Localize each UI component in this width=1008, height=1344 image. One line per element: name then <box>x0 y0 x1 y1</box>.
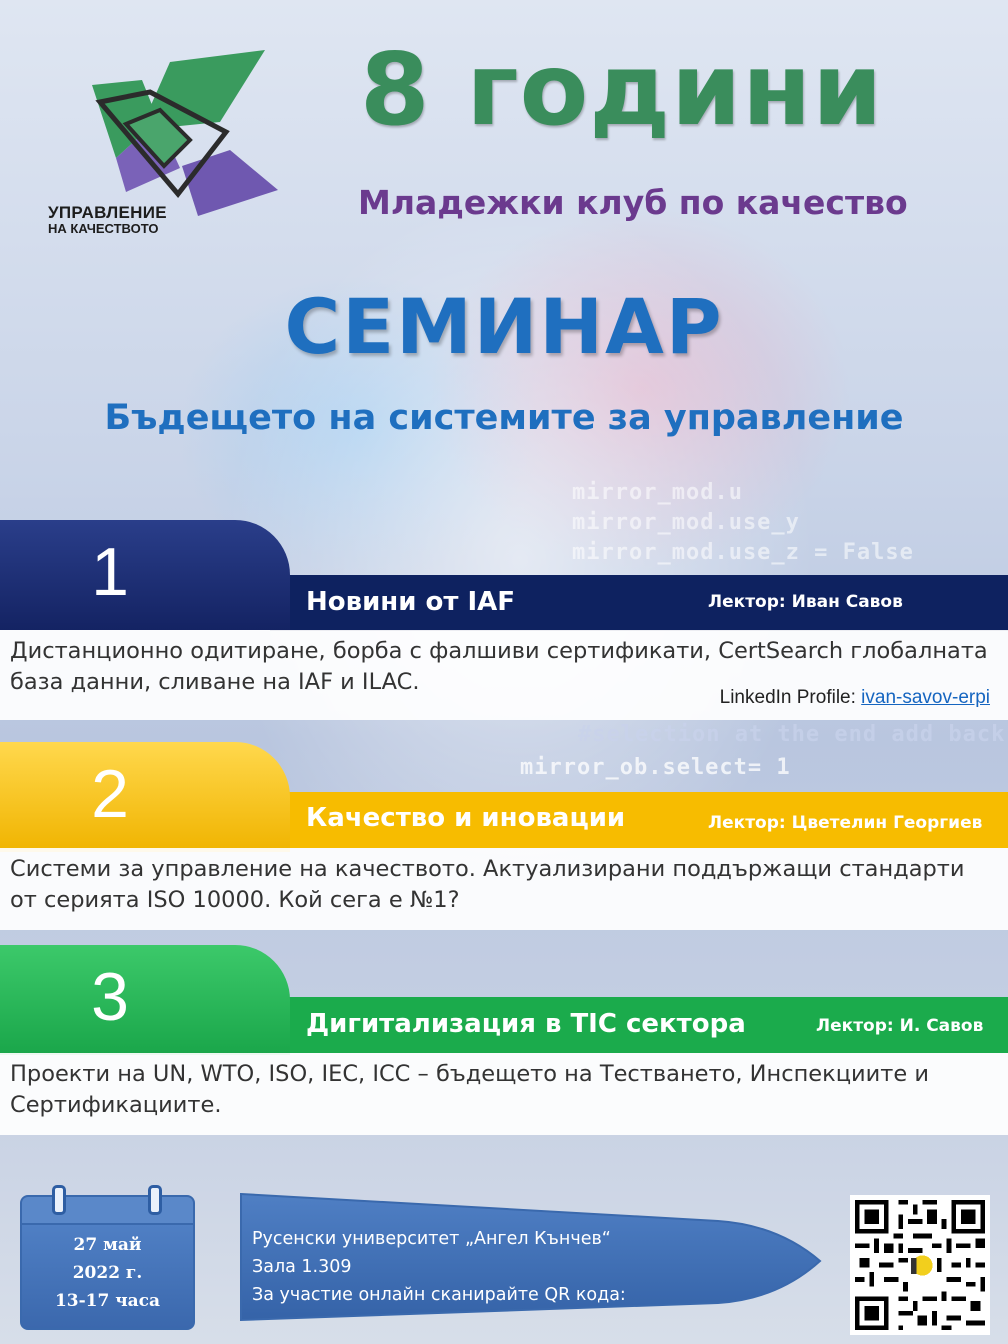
years-title: 8 години <box>360 31 884 148</box>
topic-description <box>0 848 1008 930</box>
topic-number: 1 <box>91 534 129 610</box>
background-code-line: mirror_ob.select= 1 <box>520 755 791 780</box>
topic-lecturer: Лектор: И. Савов <box>816 1016 984 1036</box>
venue-info <box>252 1225 732 1309</box>
calendar-ring <box>52 1185 66 1215</box>
venue-name: Русенски университет „Ангел Кънчев“ <box>252 1229 611 1249</box>
background-code-line: mirror_mod.use_z = False <box>572 540 914 565</box>
calendar-header <box>20 1195 195 1225</box>
topic-lecturer: Лектор: Цветелин Георгиев <box>708 813 983 833</box>
seminar-heading: СЕМИНАР <box>284 282 724 371</box>
event-date: 27 май <box>73 1235 142 1255</box>
background-code-line: mirror_mod.u <box>572 480 743 505</box>
topic-number: 2 <box>91 756 129 832</box>
calendar-body <box>20 1223 195 1330</box>
logo-line-2: НА КАЧЕСТВОТО <box>48 220 159 236</box>
topic-title: Новини от IAF <box>306 587 516 617</box>
topic-title: Качество и иновации <box>306 803 626 833</box>
logo-line-1: УПРАВЛЕНИЕ <box>48 203 167 222</box>
linkedin-link[interactable]: ivan-savov-erpi <box>861 687 990 708</box>
club-subtitle: Младежки клуб по качество <box>358 183 908 222</box>
topic-description <box>0 630 1008 720</box>
topic-description <box>0 1053 1008 1135</box>
topic-description-text: Проекти на UN, WTO, ISO, IEC, ICC – бъдещето на Тестването, Инспекциите и Сертификациите. <box>10 1061 930 1118</box>
linkedin-label: LinkedIn Profile: <box>719 687 862 708</box>
seminar-subtitle: Бъдещето на системите за управление <box>104 398 904 438</box>
background-code-line: mirror_mod.use_y <box>572 510 800 535</box>
venue-room: Зала 1.309 <box>252 1257 352 1277</box>
topic-lecturer: Лектор: Иван Савов <box>708 592 903 612</box>
logo-text <box>48 204 238 235</box>
topic-description-text: Дистанционно одитиране, борба с фалшиви сертификати, CertSearch глобалната база данни, сливане на IAF и ILAC. <box>10 638 988 695</box>
topic-number: 3 <box>91 959 129 1035</box>
topic-description-text: Системи за управление на качеството. Актуализирани поддържащи стандарти от серията ISO 10000. Кой сега е №1? <box>10 856 965 913</box>
calendar-ring <box>148 1185 162 1215</box>
background-code-line: #selection at the end add back <box>578 722 1006 747</box>
linkedin-profile <box>720 682 990 713</box>
event-year: 2022 г. <box>72 1263 143 1283</box>
calendar-icon <box>20 1185 195 1330</box>
event-time: 13-17 часа <box>54 1291 161 1311</box>
topic-title: Дигитализация в TIC сектора <box>306 1009 746 1039</box>
qr-code-icon[interactable] <box>850 1195 990 1335</box>
online-instruction: За участие онлайн сканирайте QR кода: <box>252 1285 626 1305</box>
